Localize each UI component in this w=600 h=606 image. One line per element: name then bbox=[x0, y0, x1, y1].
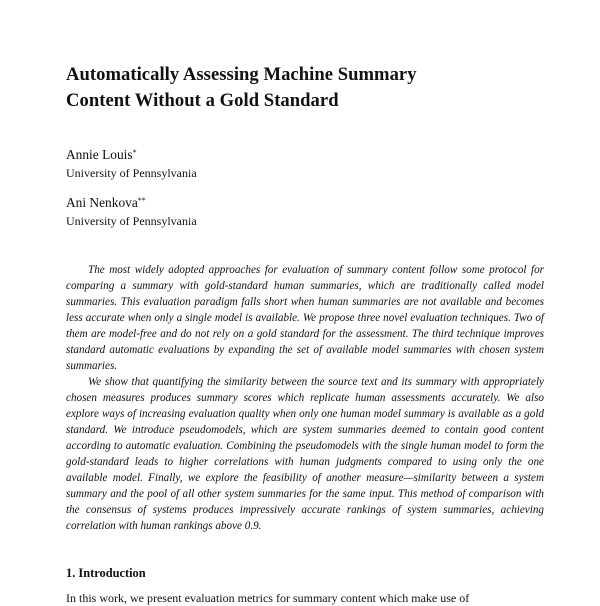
author-footnote-mark: * bbox=[132, 148, 137, 157]
title-line-2: Content Without a Gold Standard bbox=[66, 90, 339, 111]
title-line-1: Automatically Assessing Machine Summary bbox=[66, 64, 417, 85]
abstract-paragraph-1: The most widely adopted approaches for evaluation of summary content follow some protocol for comparing a summary with gold-standard human summaries, which are traditionally called model summaries. This evaluation paradigm falls short when human summaries are not available and becomes less accurate when only a single model is available. We propose three novel evaluation techniques. Two of them are model-free and do not rely on a gold standard for the assessment. The third technique improves standard automatic evaluations by expanding the set of available model summaries with chosen system summaries. bbox=[66, 264, 544, 372]
author-affiliation: University of Pennsylvania bbox=[66, 214, 197, 228]
section-heading-introduction: 1. Introduction bbox=[66, 566, 146, 580]
author-block-1 bbox=[66, 146, 197, 182]
author-footnote-mark: ** bbox=[137, 196, 146, 205]
author-name bbox=[66, 194, 197, 212]
author-name-text: Annie Louis bbox=[66, 147, 133, 162]
introduction-text bbox=[66, 590, 544, 606]
intro-paragraph: In this work, we present evaluation metrics for summary content which make use of bbox=[66, 591, 470, 605]
author-name bbox=[66, 146, 197, 164]
author-block-2 bbox=[66, 194, 197, 230]
author-name-text: Ani Nenkova bbox=[66, 195, 138, 210]
author-affiliation: University of Pennsylvania bbox=[66, 166, 197, 180]
paper-title bbox=[66, 62, 536, 114]
abstract-paragraph-2: We show that quantifying the similarity between the source text and its summary with appropriately chosen measures produces summary scores which replicate human assessments accurately. We also explore ways of increasing evaluation quality when only one human model summary is available as a gold standard. We introduce pseudomodels, which are system summaries deemed to contain good content according to automatic evaluation. Combining the pseudomodels with the single human model to form the gold-standard leads to higher correlations with human judgments compared to using only the one available model. Finally, we explore the feasibility of another measure—similarity between a system summary and the pool of all other system summaries for the same input. This method of comparison with the consensus of systems produces impressively accurate rankings of system summaries, achieving correlation with human rankings above 0.9. bbox=[66, 376, 544, 532]
abstract bbox=[66, 262, 544, 534]
